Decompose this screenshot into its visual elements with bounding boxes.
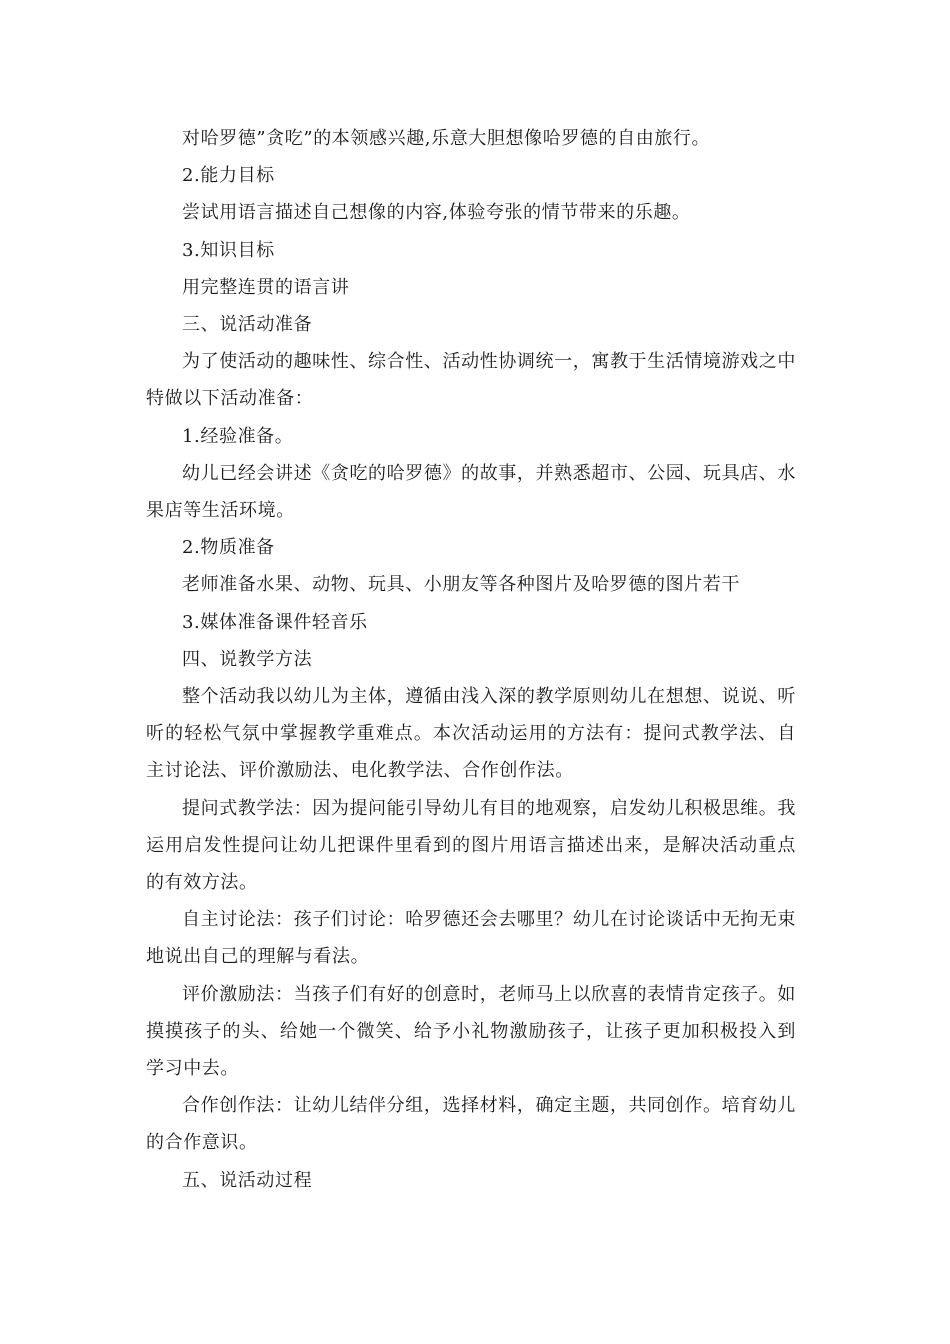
paragraph-material-prep: 老师准备水果、动物、玩具、小朋友等各种图片及哈罗德的图片若干 <box>182 574 740 596</box>
paragraph-evaluation-method: 评价激励法：当孩子们有好的创意时，老师马上以欣喜的表情肯定孩子。如摸摸孩子的头、给她一个微笑、给予小礼物激励孩子，让孩子更加积极投入到学习中去。 <box>146 983 796 1080</box>
section-heading-teaching-methods: 四、说教学方法 <box>182 648 313 670</box>
paragraph-methods-overview: 整个活动我以幼儿为主体，遵循由浅入深的教学原则幼儿在想想、说说、听听的轻松气氛中掌握教学重难点。本次活动运用的方法有：提问式教学法、自主讨论法、评价激励法、电化教学法、合作创作法。 <box>146 686 796 782</box>
paragraph-experience-prep: 幼儿已经会讲述《贪吃的哈罗德》的故事，并熟悉超市、公园、玩具店、水果店等生活环境。 <box>146 462 796 522</box>
heading-experience-prep: 1.经验准备。 <box>182 425 294 447</box>
heading-material-prep: 2.物质准备 <box>182 537 275 559</box>
section-heading-activity-process: 五、说活动过程 <box>182 1169 313 1191</box>
heading-knowledge-goal: 3.知识目标 <box>182 239 275 261</box>
paragraph-cooperation-method: 合作创作法：让幼儿结伴分组，选择材料，确定主题，共同创作。培育幼儿的合作意识。 <box>146 1095 796 1154</box>
paragraph-questioning-method: 提问式教学法：因为提问能引导幼儿有目的地观察，启发幼儿积极思维。我运用启发性提问让幼儿把课件里看到的图片用语言描述出来，是解决活动重点的有效方法。 <box>146 797 796 894</box>
section-heading-preparation: 三、说活动准备 <box>182 314 313 336</box>
paragraph-ability-goal: 尝试用语言描述自己想像的内容,体验夸张的情节带来的乐趣。 <box>182 202 691 224</box>
heading-ability-goal: 2.能力目标 <box>182 165 275 187</box>
heading-media-prep: 3.媒体准备课件轻音乐 <box>182 611 368 633</box>
paragraph-discussion-method: 自主讨论法：孩子们讨论：哈罗德还会去哪里？幼儿在讨论谈话中无拘无束地说出自己的理解与看法。 <box>146 909 796 968</box>
paragraph-preparation-intro: 为了使活动的趣味性、综合性、活动性协调统一，寓教于生活情境游戏之中特做以下活动准备： <box>146 351 796 410</box>
document-body <box>146 120 796 1199</box>
paragraph-knowledge-goal: 用完整连贯的语言讲 <box>182 276 350 298</box>
paragraph-interest-goal: 对哈罗德”贪吃”的本领感兴趣,乐意大胆想像哈罗德的自由旅行。 <box>182 128 711 149</box>
